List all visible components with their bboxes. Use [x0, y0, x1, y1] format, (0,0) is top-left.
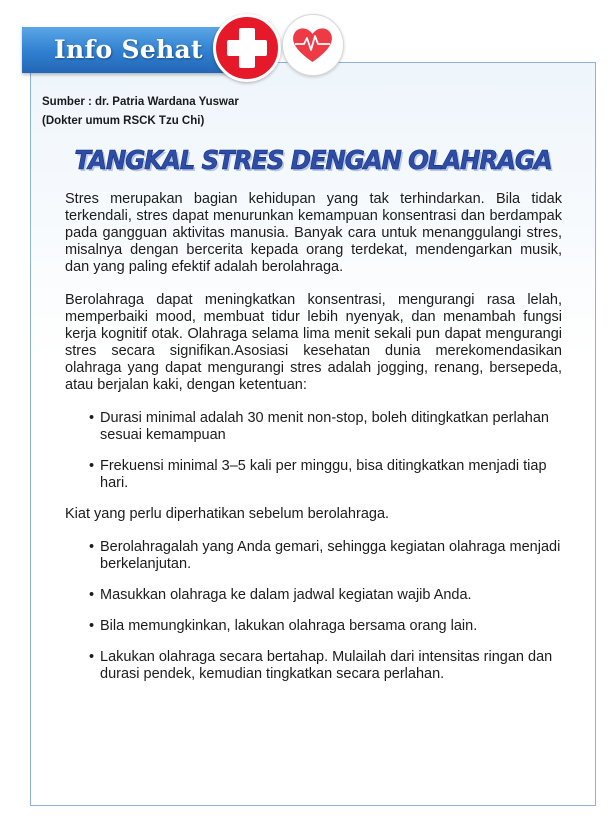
- list-item: • Bila memungkinkan, lakukan olahraga bersama orang lain.: [65, 618, 562, 635]
- article-title: TANGKAL STRES DENGAN OLAHRAGA: [74, 146, 552, 176]
- list-item: • Masukkan olahraga ke dalam jadwal kegiatan wajib Anda.: [65, 587, 562, 604]
- requirements-list: [65, 410, 562, 492]
- list-item: • Lakukan olahraga secara bertahap. Mulailah dari intensitas ringan dan durasi pendek, kemudian tingkatkan secara perlahan.: [65, 649, 562, 683]
- source-affiliation: (Dokter umum RSCK Tzu Chi): [42, 115, 205, 127]
- tips-intro: Kiat yang perlu diperhatikan sebelum berolahraga.: [65, 506, 390, 522]
- source-author: Sumber : dr. Patria Wardana Yuswar: [42, 96, 239, 108]
- tips-list: [65, 539, 562, 683]
- source-credit: [42, 93, 239, 131]
- article-body: [65, 191, 562, 697]
- heart-pulse-icon: [282, 14, 344, 76]
- banner-title: Info Sehat: [54, 35, 203, 64]
- paragraph-intro: Stres merupakan bagian kehidupan yang tak terhindarkan. Bila tidak terkendali, stres dapat menurunkan kemampuan konsentrasi dan berdampak pada gangguan aktivitas manusia. Banyak cara untuk menanggulangi stres, misalnya dengan bercerita kepada orang terdekat, mendengarkan musik, dan yang paling efektif adalah berolahraga.: [65, 191, 562, 275]
- list-item: • Frekuensi minimal 3–5 kali per minggu, bisa ditingkatkan menjadi tiap hari.: [65, 458, 562, 492]
- paragraph-benefits: Berolahraga dapat meningkatkan konsentrasi, mengurangi rasa lelah, memperbaiki mood, membuat tidur lebih nyenyak, dan menambah fungsi kerja kognitif otak. Olahraga selama lima menit sekali pun dapat mengurangi stres secara signifikan.Asosiasi kesehatan dunia merekomendasikan olahraga yang dapat mengurangi stres adalah jogging, renang, bersepeda, atau berjalan kaki, dengan ketentuan:: [65, 292, 562, 393]
- medical-cross-icon: [213, 14, 281, 82]
- list-item: • Berolahragalah yang Anda gemari, sehingga kegiatan olahraga menjadi berkelanjutan.: [65, 539, 562, 573]
- list-item: • Durasi minimal adalah 30 menit non-stop, boleh ditingkatkan perlahan sesuai kemampuan: [65, 410, 562, 444]
